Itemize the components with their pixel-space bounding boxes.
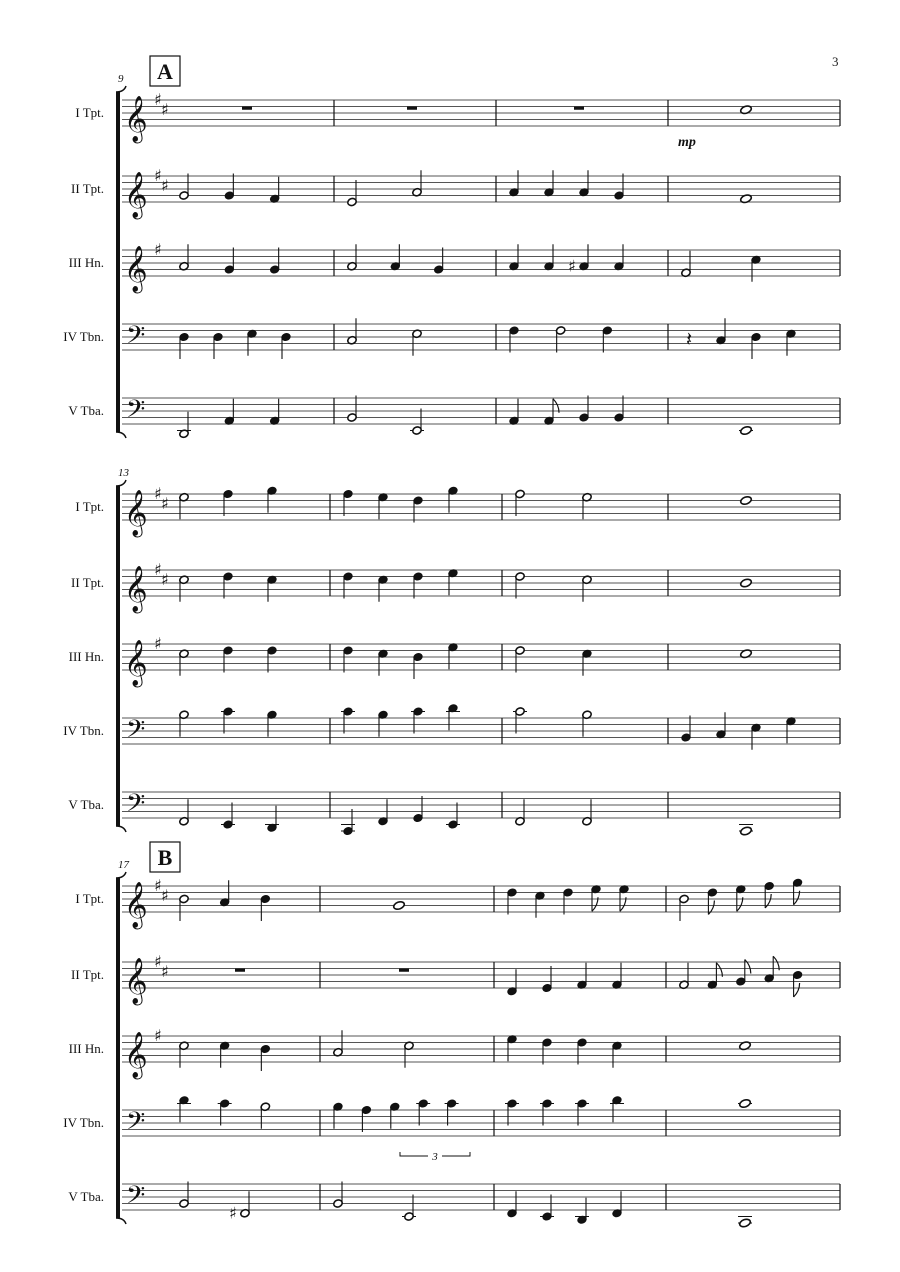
instrument-label: IV Tbn. [63,329,104,344]
whole-rest-icon [407,107,417,110]
system-1 [63,56,840,438]
treble-clef-icon: 𝄞 [124,96,148,142]
instrument-label: III Hn. [68,649,104,664]
key-signature-sharp-icon: ♯ [154,876,162,895]
staff-4 [63,1096,840,1142]
notehead [393,900,406,910]
instrument-label: V Tba. [68,403,104,418]
staff-2 [71,560,840,614]
notehead [739,1218,752,1228]
dynamic-marking: mp [678,135,696,150]
staff-1 [75,876,840,930]
key-signature-sharp-icon: ♯ [154,484,162,503]
key-signature-sharp-icon: ♯ [161,175,169,195]
staff-2 [71,952,840,1006]
bracket-top-hook [116,480,126,486]
key-signature-sharp-icon: ♯ [154,90,162,109]
rehearsal-mark: A [157,59,173,84]
sharp-accidental-icon: ♯ [568,256,576,276]
staff-3 [69,240,840,294]
treble-clef-icon: 𝄞 [124,958,148,1004]
instrument-label: III Hn. [68,1041,104,1056]
staff-5 [68,395,840,438]
instrument-label: II Tpt. [71,575,104,590]
bass-clef-icon: 𝄢 [126,395,146,430]
instrument-label: IV Tbn. [63,1115,104,1130]
treble-clef-icon: 𝄞 [124,172,148,218]
notehead [739,1098,752,1108]
staff-4 [63,318,840,359]
staff-2 [71,166,840,220]
notehead [740,425,753,435]
key-signature-sharp-icon: ♯ [161,961,169,981]
tuplet-number: 3 [432,1151,438,1163]
notehead [740,578,753,588]
bass-clef-icon: 𝄢 [126,789,146,824]
quarter-rest-icon: 𝄽 [686,327,693,351]
bracket-bottom-hook [116,826,126,832]
key-signature-sharp-icon: ♯ [161,569,169,589]
bass-clef-icon: 𝄢 [126,321,146,356]
instrument-label: I Tpt. [75,499,104,514]
eighth-flag [794,983,800,997]
rehearsal-mark: B [157,845,173,870]
key-signature-sharp-icon: ♯ [154,952,162,971]
treble-clef-icon: 𝄞 [124,640,148,686]
key-signature-sharp-icon: ♯ [154,634,162,653]
sharp-accidental-icon: ♯ [229,1203,237,1223]
instrument-label: II Tpt. [71,181,104,196]
staff-3 [69,1026,840,1080]
staff-1 [75,90,840,144]
bracket-top-hook [116,872,126,878]
treble-clef-icon: 𝄞 [124,246,148,292]
instrument-label: II Tpt. [71,967,104,982]
system-3 [63,842,840,1228]
measure-number: 17 [118,859,129,871]
bass-clef-icon: 𝄢 [126,1181,146,1216]
whole-rest-icon [574,107,584,110]
key-signature-sharp-icon: ♯ [161,493,169,513]
instrument-label: V Tba. [68,1189,104,1204]
key-signature-sharp-icon: ♯ [161,99,169,119]
key-signature-sharp-icon: ♯ [154,240,162,259]
measure-number: 9 [118,73,124,85]
page-number: 3 [832,54,839,69]
key-signature-sharp-icon: ♯ [154,560,162,579]
staff-4 [63,704,840,750]
instrument-label: I Tpt. [75,105,104,120]
notehead [740,826,753,836]
key-signature-sharp-icon: ♯ [154,1026,162,1045]
whole-rest-icon [235,969,245,972]
instrument-label: V Tba. [68,797,104,812]
whole-rest-icon [399,969,409,972]
whole-rest-icon [242,107,252,110]
instrument-label: IV Tbn. [63,723,104,738]
notehead [740,495,753,505]
staff-5 [68,1181,840,1228]
bass-clef-icon: 𝄢 [126,1107,146,1142]
staff-1 [75,484,840,538]
bass-clef-icon: 𝄢 [126,715,146,750]
bracket-bottom-hook [116,1218,126,1224]
key-signature-sharp-icon: ♯ [161,885,169,905]
treble-clef-icon: 𝄞 [124,490,148,536]
instrument-label: I Tpt. [75,891,104,906]
treble-clef-icon: 𝄞 [124,882,148,928]
bracket-bottom-hook [116,432,126,438]
treble-clef-icon: 𝄞 [124,566,148,612]
measure-number: 13 [118,467,129,479]
key-signature-sharp-icon: ♯ [154,166,162,185]
system-2 [63,467,840,836]
staff-5 [68,789,840,836]
instrument-label: III Hn. [68,255,104,270]
staff-3 [69,634,840,688]
treble-clef-icon: 𝄞 [124,1032,148,1078]
bracket-top-hook [116,86,126,92]
